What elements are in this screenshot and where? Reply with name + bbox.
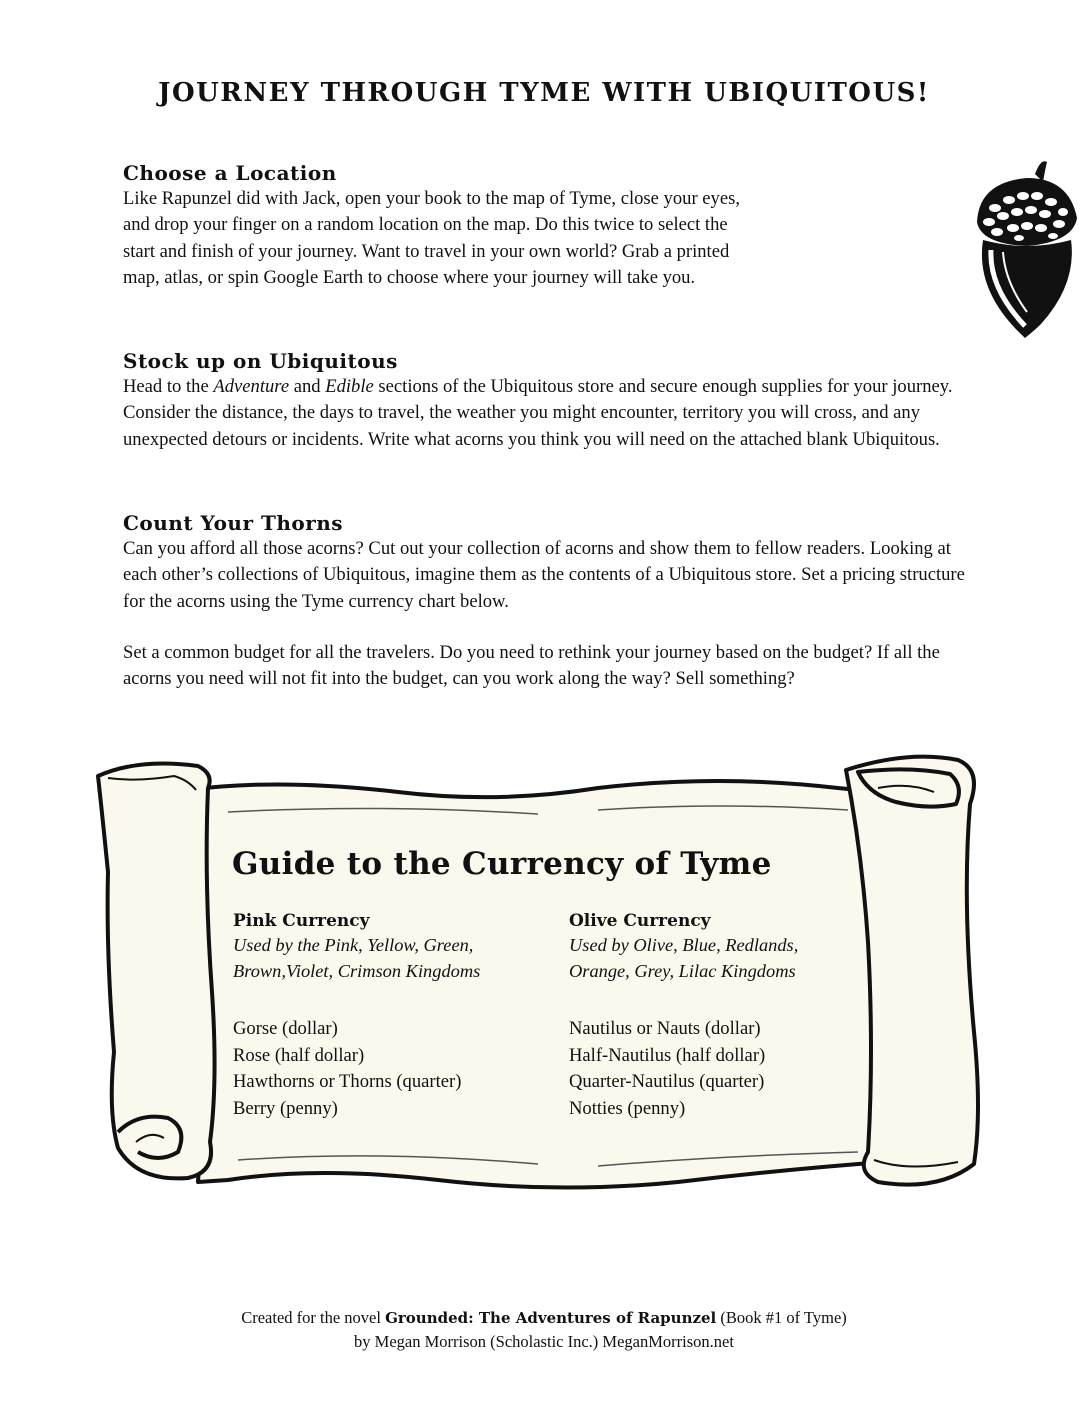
currency-heading: Olive Currency [569, 911, 711, 931]
list-item: Berry (penny) [233, 1097, 338, 1119]
currency-list [569, 1016, 889, 1122]
list-item: Notties (penny) [569, 1097, 686, 1119]
acorn-icon [965, 152, 1085, 342]
list-item: Nautilus or Nauts (dollar) [569, 1018, 761, 1039]
section-body: Can you afford all those acorns? Cut out your collection of acorns and show them to fellow readers. Looking at each other’s collections of Ubiquitous, imagine them as the contents of a Ubiquitous store. Set a pricing structure for the acorns using the Tyme currency chart below. [123, 538, 965, 612]
list-item: Gorse (dollar) [233, 1018, 338, 1039]
page-title: JOURNEY THROUGH TYME WITH UBIQUITOUS! [158, 78, 930, 108]
currency-used-by: Used by Olive, Blue, Redlands, Orange, Grey, Lilac Kingdoms [569, 935, 799, 981]
pink-currency-column [233, 910, 553, 1122]
section-heading: Count Your Thorns [123, 511, 344, 535]
section-heading: Stock up on Ubiquitous [123, 349, 398, 373]
footer-line-1: Created for the novel Grounded: The Adventures of Rapunzel (Book #1 of Tyme) [241, 1308, 847, 1327]
guide-title: Guide to the Currency of Tyme [232, 846, 772, 882]
section-body: Set a common budget for all the travelers. Do you need to rethink your journey based on the budget? If all the acorns you need will not fit into the budget, can you work along the way? Sell something? [123, 642, 940, 690]
section-choose-location [123, 160, 763, 292]
section-budget [123, 640, 963, 693]
currency-list [233, 1016, 553, 1122]
footer [0, 1306, 1088, 1354]
currency-heading: Pink Currency [233, 911, 370, 931]
list-item: Rose (half dollar) [233, 1044, 365, 1066]
list-item: Half-Nautilus (half dollar) [569, 1044, 766, 1066]
olive-currency-column [569, 910, 889, 1122]
section-stock-up [123, 348, 973, 453]
section-count-thorns [123, 510, 983, 615]
section-body: Like Rapunzel did with Jack, open your book to the map of Tyme, close your eyes, and drop your finger on a random location on the map. Do this twice to select the start and finish of your journey. Want to travel in your own world? Grab a printed map, atlas, or spin Google Earth to choose where your journey will take you. [123, 188, 740, 289]
section-body: Head to the Adventure and Edible sections of the Ubiquitous store and secure enough supplies for your journey. Consider the distance, the days to travel, the weather you might encounter, territory you will cross, and any unexpected detours or incidents. Write what acorns you think you will need on the attached blank Ubiquitous. [123, 376, 953, 450]
currency-used-by: Used by the Pink, Yellow, Green, Brown,Violet, Crimson Kingdoms [233, 935, 481, 981]
footer-line-2: by Megan Morrison (Scholastic Inc.) MeganMorrison.net [354, 1332, 734, 1351]
list-item: Hawthorns or Thorns (quarter) [233, 1071, 462, 1092]
list-item: Quarter-Nautilus (quarter) [569, 1071, 765, 1092]
section-heading: Choose a Location [123, 161, 337, 185]
novel-title: Grounded: The Adventures of Rapunzel [385, 1309, 717, 1327]
